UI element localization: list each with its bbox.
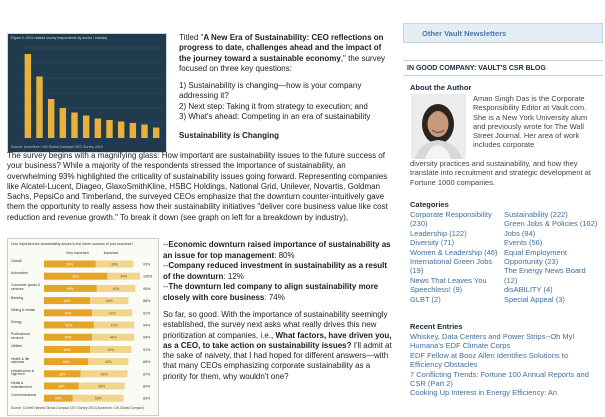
chart-value-label: 46% <box>62 360 70 365</box>
chart-source: Source: Corbett Harvest Global Compact CEO Survey 2010 (Accenture / UN Global Compact) <box>11 406 144 410</box>
chart-row-label: Automotive <box>11 271 28 276</box>
chart-value-label: 53% <box>94 396 102 401</box>
body-paragraph: The survey begins with a magnifying glass: How important are sustainability issues to the future success of your business? While a majority of the respondents stressed the importance of sustainability, an overwhelming 93% highlighted the criticality of sustainability issues going forward. Representing companies like Alcatel-Lucent, Diageo, GlaxoSmithKline, HSBC Holdings, National Grid, Unilever, Novartis, Goldman Sachs, PepsiCo and Timberland, the surveyed CEOs emphasize that the downturn counter-intuitively gave them the opportunity to really assess how their sustainability initiatives "deliver core business value like cost reduction and revenue growth." To break it down (see graph on left for a breakdown by industry), <box>7 151 388 222</box>
chart-row-label: Mining & metals <box>11 307 36 312</box>
para-text: So far, so good. With the importance of sustainability seemingly established, the survey next asks what really drives this new prioritization at companies, i.e., <box>163 310 388 340</box>
stat-value: : 12% <box>223 271 244 281</box>
stat-dash: -- <box>163 240 169 249</box>
category-link[interactable]: Equal Employment Opportunity (23) <box>504 247 567 267</box>
chart-value-label: 48% <box>63 299 71 304</box>
chart-value-label: 50% <box>64 335 72 340</box>
chart-row-label: Banking <box>11 295 24 300</box>
other-newsletters-link[interactable]: Other Vault Newsletters <box>422 29 507 38</box>
stat-item <box>163 282 395 303</box>
para-question: What factors, have driven you, as a CEO, to take action on sustainability issues? <box>163 330 392 350</box>
chart-total-label: 83% <box>143 396 151 401</box>
chart-bar <box>36 77 42 139</box>
para-text-end: I'll admit at the sake of naivety, that I had hoped for different answers—with that many CEOs emphasizing corporate sustainability as a priority for them, why wouldn't one? <box>163 340 392 381</box>
stat-label: Economic downturn raised importance of sustainability as an issue for top management <box>163 240 391 260</box>
chart-row-label: Energy <box>11 320 22 324</box>
categories-right-column <box>504 210 600 304</box>
chart-value-label: 55% <box>67 286 74 291</box>
chart-value-label: 40% <box>105 299 113 304</box>
question-item: 3) What's ahead: Competing in an era of sustainability <box>179 111 371 121</box>
category-link[interactable]: International Green Jobs (19) <box>410 257 493 276</box>
legend-important: Important <box>103 251 119 255</box>
chart-value-label: 49% <box>100 372 108 377</box>
chart-title: How important are sustainability issues to the future success of your business? <box>11 242 134 246</box>
stat-item <box>163 240 395 261</box>
category-link[interactable]: Jobs (94) <box>504 228 536 238</box>
chart-bar <box>48 99 54 138</box>
chart-source: Source: Accenture / UN Global Compact CEO Survey 2010 <box>11 145 103 149</box>
sector-bar-chart-plot <box>8 34 167 153</box>
category-link[interactable]: The Energy News Board (12) <box>504 266 586 285</box>
chart-row-label: Media & entertainment <box>11 381 32 389</box>
stat-dash: -- <box>163 282 169 291</box>
stat-value: : 80% <box>274 250 295 260</box>
chart-value-label: 42% <box>110 323 118 328</box>
industry-importance-chart <box>7 238 159 416</box>
industry-importance-plot <box>8 239 159 416</box>
chart-value-label: 34% <box>120 274 128 279</box>
category-link[interactable]: Special Appeal (3) <box>504 294 565 304</box>
chart-total-label: 100% <box>143 274 153 279</box>
chart-value-label: 43% <box>107 347 115 352</box>
chart-total-label: 91% <box>143 347 151 352</box>
chart-bar <box>83 116 89 139</box>
category-link[interactable]: Corporate Responsibility (230) <box>410 210 492 229</box>
chart-bar <box>60 108 66 138</box>
recent-entry-link[interactable]: Whiskey, Data Centers and Power Strips--Oh My! Humana's EDF Climate Corps <box>410 332 575 351</box>
section-heading: Sustainability is Changing <box>179 131 280 140</box>
category-link[interactable]: disABILITY (4) <box>504 285 553 295</box>
intro-text-end: ," the survey focused on three key questions: <box>179 53 386 73</box>
chart-bar <box>130 123 136 138</box>
author-portrait-icon <box>411 94 466 159</box>
newsletters-box <box>403 23 603 43</box>
legend-very-important: Very important <box>66 251 89 255</box>
sector-bar-chart <box>7 33 167 153</box>
chart-value-label: 48% <box>63 347 71 352</box>
category-link[interactable]: Leadership (122) <box>410 228 467 238</box>
chart-value-label: 50% <box>64 311 72 316</box>
author-photo <box>411 94 466 159</box>
chart-bar <box>106 120 112 138</box>
categories-heading: Categories <box>410 200 449 209</box>
chart-row-label: Utilities <box>11 344 22 349</box>
author-bio: Aman Singh Das is the Corporate Responsibility Editor at Vault.com. She is a New York University alum and previously wrote for The Wall Street Journal. Her area of work includes corporate <box>473 94 588 150</box>
stat-dash: -- <box>163 261 169 270</box>
report-title: A New Era of Sustainability: CEO reflections on progress to date, challenges ahead and the impact of the journey toward a sustainable economy <box>179 33 384 63</box>
category-link[interactable]: Sustainability (222) <box>504 210 568 219</box>
chart-value-label: 44% <box>109 335 117 340</box>
chart-row-label: Professional services <box>11 332 30 340</box>
chart-bar <box>141 125 147 139</box>
chart-row-label: Health & life sciences <box>11 356 30 365</box>
chart-total-label: 84% <box>143 384 151 389</box>
sidebar <box>403 0 603 417</box>
chart-value-label: 30% <box>55 396 62 401</box>
question-item: 1) Sustainability is changing—how is your company addressing it? <box>179 81 362 101</box>
chart-bar <box>71 113 77 139</box>
category-link[interactable]: Women & Leadership (46) <box>410 247 498 257</box>
chart-total-label: 88% <box>143 299 151 304</box>
stat-label: Company reduced investment in sustainability as a result of the downturn <box>163 261 388 281</box>
chart-row-label: Consumer goods & services <box>11 283 41 291</box>
body-paragraph-2 <box>163 310 395 382</box>
stat-list <box>163 240 395 303</box>
about-author-heading: About the Author <box>410 83 472 92</box>
stat-label: The downturn led company to align sustainability more closely with core business <box>163 282 379 302</box>
chart-title: Figure 2: CEO-related survey respondents by sector / industry <box>11 36 108 40</box>
stat-item <box>163 261 395 282</box>
chart-total-label: 88% <box>143 360 151 365</box>
chart-row-label: Infrastructure & high tech <box>11 368 35 377</box>
blog-title: IN GOOD COMPANY: VAULT'S CSR BLOG <box>407 65 546 72</box>
question-list <box>179 81 393 122</box>
category-link[interactable]: GLBT (2) <box>410 294 441 304</box>
chart-value-label: 36% <box>57 384 65 389</box>
intro-text: Titled " <box>179 33 204 42</box>
chart-row-label: Communications <box>11 393 37 398</box>
category-link[interactable]: News That Leaves You Speechless! (9) <box>410 275 487 295</box>
chart-value-label: 48% <box>98 384 105 389</box>
chart-value-label: 54% <box>66 262 74 267</box>
chart-row-label: Overall <box>11 259 22 263</box>
chart-value-label: 52% <box>65 323 73 328</box>
recent-entry-link[interactable]: 7 Conflicting Trends: Fortune 100 Annual Reports and CSR (Part 2) <box>410 369 589 389</box>
chart-total-label: 94% <box>143 323 151 328</box>
chart-total-label: 93% <box>143 262 151 267</box>
chart-total-label: 87% <box>143 372 151 377</box>
chart-value-label: 42% <box>104 360 112 365</box>
chart-bar <box>25 54 31 138</box>
category-link[interactable]: Green Jobs & Policies (162) <box>504 219 598 229</box>
recent-entry-link[interactable]: EDF Fellow at Booz Allen Identifies Solutions to Efficiency Obstacles <box>410 350 568 370</box>
stat-value: : 74% <box>264 292 285 302</box>
recent-entries-heading: Recent Entries <box>410 322 463 331</box>
chart-value-label: 40% <box>112 286 120 291</box>
question-item: 2) Next step: Taking it from strategy to execution; and <box>179 101 368 111</box>
chart-value-label: 38% <box>58 372 66 377</box>
chart-bar <box>153 128 159 139</box>
blog-section-header <box>403 60 603 76</box>
chart-total-label: 95% <box>143 286 151 291</box>
category-link[interactable]: Events (56) <box>504 238 543 248</box>
chart-value-label: 42% <box>108 311 116 316</box>
categories-left-column <box>410 210 502 304</box>
intro-paragraph <box>179 33 393 74</box>
recent-entries-list <box>410 332 602 398</box>
category-link[interactable]: Diversity (71) <box>410 238 455 248</box>
chart-total-label: 92% <box>143 311 151 316</box>
chart-value-label: 66% <box>72 274 80 279</box>
chart-value-label: 39% <box>111 262 118 267</box>
author-bio-continued: diversity practices and sustainability, and how they translate into recruitment and strategic development at Fortune 1000 companies. <box>410 159 591 187</box>
chart-bar <box>118 122 124 139</box>
recent-entry-link[interactable]: Cooking Up Interest in Energy Efficiency: An <box>410 388 558 398</box>
chart-bar <box>95 119 101 139</box>
chart-total-label: 94% <box>143 335 151 340</box>
